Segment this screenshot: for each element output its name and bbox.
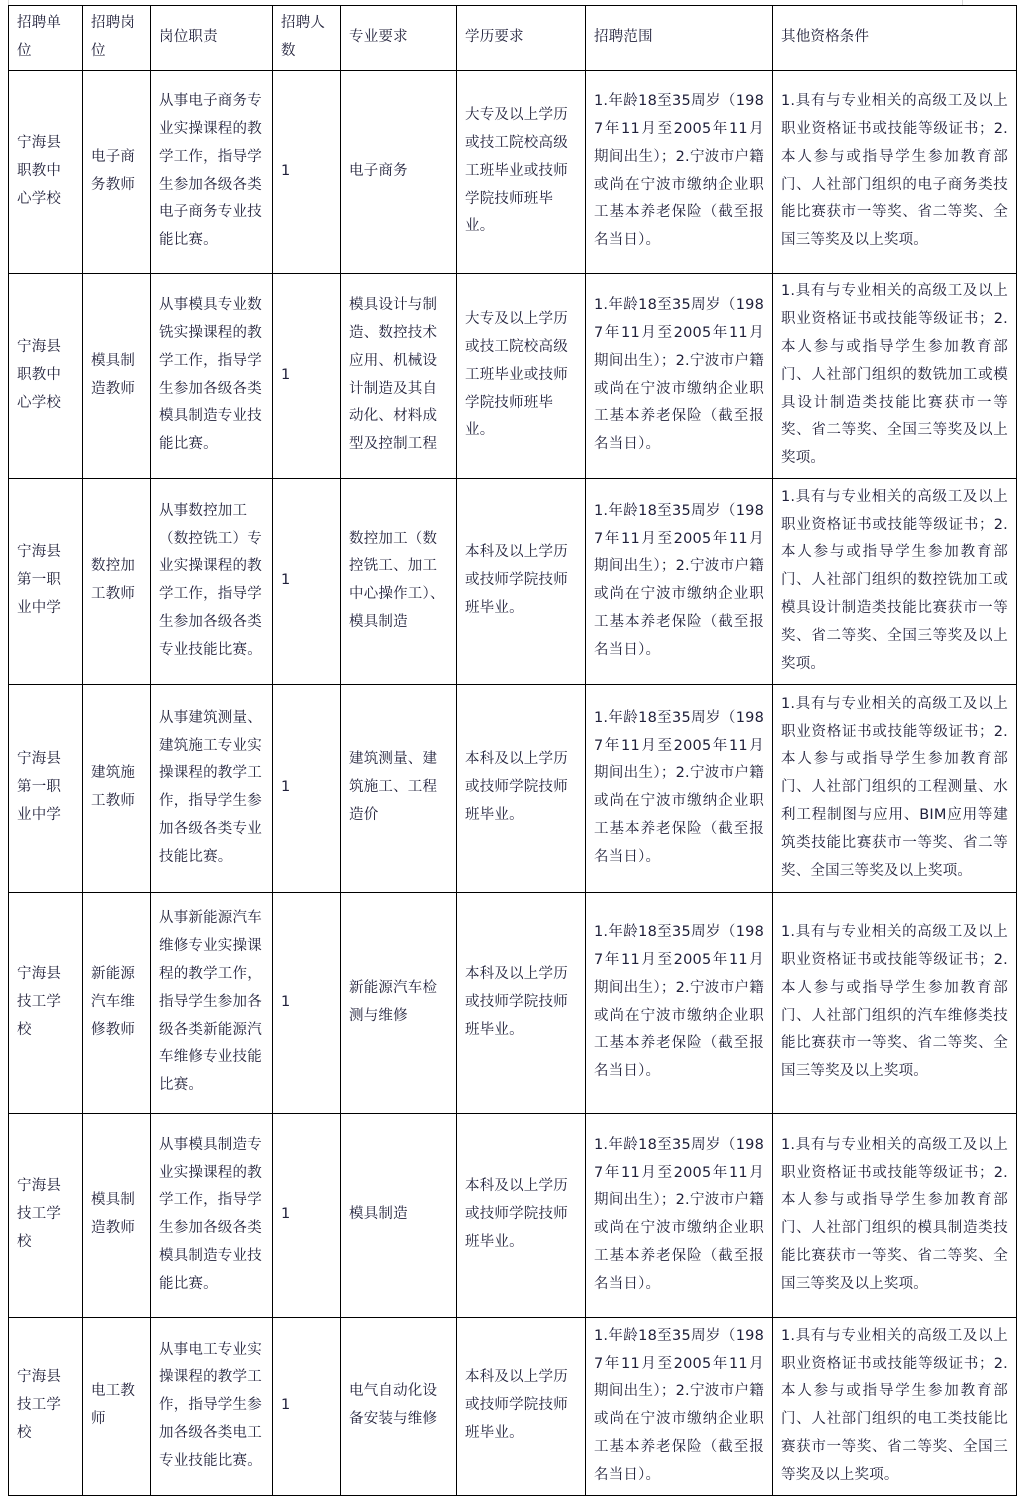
cell-duty-text: 从事模具制造专业实操课程的教学工作，指导学生参加各级各类模具制造专业技能比赛。 xyxy=(159,1136,262,1292)
column-header-count-label: 招聘人数 xyxy=(281,15,326,59)
cell-post-text: 电子商务教师 xyxy=(91,148,136,193)
cell-edu-text: 大专及以上学历或技工院校高级工班毕业或技师学院技师班毕业。 xyxy=(465,107,568,235)
column-header-unit xyxy=(9,6,83,71)
cell-duty xyxy=(151,273,273,478)
column-header-edu-label: 学历要求 xyxy=(465,28,524,45)
cell-other xyxy=(773,1317,1017,1495)
cell-unit-text: 宁海县职教中心学校 xyxy=(17,134,62,207)
cell-unit-text: 宁海县技工学校 xyxy=(17,965,62,1038)
table-row xyxy=(9,1317,1017,1495)
cell-edu-text: 本科及以上学历或技师学院技师班毕业。 xyxy=(465,544,568,617)
column-header-duty xyxy=(151,6,273,71)
cell-major xyxy=(341,70,457,273)
cell-other xyxy=(773,1113,1017,1317)
cell-unit xyxy=(9,478,83,684)
cell-count xyxy=(273,478,341,684)
cell-other-text: 1.具有与专业相关的高级工及以上职业资格证书或技能等级证书；2.本人参与或指导学生参加教育部门、人社部门组织的工程测量、水利工程制图与应用、BIM应用等建筑类技能比赛获市一等奖、省二等奖、全国三等奖及以上奖项。 xyxy=(781,695,1008,879)
cell-edu-text: 本科及以上学历或技师学院技师班毕业。 xyxy=(465,965,568,1038)
cell-unit xyxy=(9,684,83,892)
cell-post xyxy=(83,1113,151,1317)
cell-scope xyxy=(586,478,773,684)
cell-post xyxy=(83,273,151,478)
cell-count-text: 1 xyxy=(281,779,291,796)
cell-duty-text: 从事新能源汽车维修专业实操课程的教学工作，指导学生参加各级各类新能源汽车维修专业技能比赛。 xyxy=(159,910,262,1094)
cell-duty xyxy=(151,1113,273,1317)
cell-edu xyxy=(457,684,586,892)
cell-scope xyxy=(586,684,773,892)
cell-post xyxy=(83,1317,151,1495)
cell-count-text: 1 xyxy=(281,366,291,383)
cell-scope-text: 1.年龄18至35周岁（1987年11月至2005年11月期间出生）；2.宁波市户籍或尚在宁波市缴纳企业职工基本养老保险（截至报名当日）。 xyxy=(594,1136,764,1292)
recruitment-table xyxy=(8,5,1017,1496)
cell-major xyxy=(341,684,457,892)
cell-unit xyxy=(9,1113,83,1317)
table-header xyxy=(9,6,1017,71)
cell-scope xyxy=(586,1317,773,1495)
cell-post-text: 模具制造教师 xyxy=(91,1192,136,1237)
column-header-edu xyxy=(457,6,586,71)
cell-unit-text: 宁海县技工学校 xyxy=(17,1178,62,1251)
cell-edu xyxy=(457,892,586,1113)
cell-count-text: 1 xyxy=(281,1206,291,1223)
cell-scope-text: 1.年龄18至35周岁（1987年11月至2005年11月期间出生）；2.宁波市户籍或尚在宁波市缴纳企业职工基本养老保险（截至报名当日）。 xyxy=(594,297,764,453)
cell-other xyxy=(773,478,1017,684)
cell-major-text: 模具设计与制造、数控技术应用、机械设计制造及其自动化、材料成型及控制工程 xyxy=(349,297,438,453)
cell-duty xyxy=(151,1317,273,1495)
cell-major-text: 新能源汽车检测与维修 xyxy=(349,979,438,1024)
table-row xyxy=(9,892,1017,1113)
cell-post xyxy=(83,892,151,1113)
cell-count-text: 1 xyxy=(281,162,291,179)
cell-major-text: 电子商务 xyxy=(349,162,408,179)
cell-other-text: 1.具有与专业相关的高级工及以上职业资格证书或技能等级证书；2.本人参与或指导学生参加教育部门、人社部门组织的数铣加工或模具设计制造类技能比赛获市一等奖、省二等奖、全国三等奖及以上奖项。 xyxy=(781,283,1008,467)
cell-count-text: 1 xyxy=(281,1397,291,1414)
cell-major xyxy=(341,1113,457,1317)
cell-count xyxy=(273,70,341,273)
table-row xyxy=(9,70,1017,273)
cell-other-text: 1.具有与专业相关的高级工及以上职业资格证书或技能等级证书；2.本人参与或指导学生参加教育部门、人社部门组织的电子商务类技能比赛获市一等奖、省二等奖、全国三等奖及以上奖项。 xyxy=(781,93,1008,249)
cell-unit xyxy=(9,1317,83,1495)
column-header-duty-label: 岗位职责 xyxy=(159,28,218,45)
cell-unit xyxy=(9,273,83,478)
cell-edu xyxy=(457,478,586,684)
cell-count xyxy=(273,273,341,478)
cell-major xyxy=(341,273,457,478)
cell-scope-text: 1.年龄18至35周岁（1987年11月至2005年11月期间出生）；2.宁波市户籍或尚在宁波市缴纳企业职工基本养老保险（截至报名当日）。 xyxy=(594,1327,764,1483)
cell-major-text: 电气自动化设备安装与维修 xyxy=(349,1383,438,1428)
cell-duty-text: 从事电工专业实操课程的教学工作，指导学生参加各级各类电工专业技能比赛。 xyxy=(159,1341,262,1469)
cell-major-text: 数控加工（数控铣工、加工中心操作工）、模具制造 xyxy=(349,530,445,630)
cell-post-text: 建筑施工教师 xyxy=(91,765,136,810)
cell-post-text: 新能源汽车维修教师 xyxy=(91,965,136,1038)
cell-count xyxy=(273,1113,341,1317)
cell-unit xyxy=(9,892,83,1113)
cell-duty-text: 从事数控加工（数控铣工）专业实操课程的教学工作，指导学生参加各级各类专业技能比赛。 xyxy=(159,502,262,658)
cell-scope xyxy=(586,1113,773,1317)
header-row xyxy=(9,6,1017,71)
column-header-other-label: 其他资格条件 xyxy=(781,28,870,45)
cell-other-text: 1.具有与专业相关的高级工及以上职业资格证书或技能等级证书；2.本人参与或指导学生参加教育部门、人社部门组织的电工类技能比赛获市一等奖、省二等奖、全国三等奖及以上奖项。 xyxy=(781,1327,1008,1483)
column-header-other xyxy=(773,6,1017,71)
cell-major-text: 模具制造 xyxy=(349,1206,408,1223)
cell-other xyxy=(773,892,1017,1113)
cell-duty-text: 从事建筑测量、建筑施工专业实操课程的教学工作，指导学生参加各级各类专业技能比赛。 xyxy=(159,709,262,865)
cell-edu-text: 本科及以上学历或技师学院技师班毕业。 xyxy=(465,1178,568,1251)
cell-scope xyxy=(586,70,773,273)
column-header-post xyxy=(83,6,151,71)
cell-major xyxy=(341,892,457,1113)
cell-edu xyxy=(457,70,586,273)
cell-count-text: 1 xyxy=(281,572,291,589)
cell-scope-text: 1.年龄18至35周岁（1987年11月至2005年11月期间出生）；2.宁波市户籍或尚在宁波市缴纳企业职工基本养老保险（截至报名当日）。 xyxy=(594,709,764,865)
cell-edu-text: 本科及以上学历或技师学院技师班毕业。 xyxy=(465,1369,568,1442)
table-row xyxy=(9,1113,1017,1317)
cell-unit xyxy=(9,70,83,273)
cell-post-text: 数控加工教师 xyxy=(91,558,136,603)
cell-count xyxy=(273,892,341,1113)
cell-other-text: 1.具有与专业相关的高级工及以上职业资格证书或技能等级证书；2.本人参与或指导学生参加教育部门、人社部门组织的数控铣加工或模具设计制造类技能比赛获市一等奖、省二等奖、全国三等奖及以上奖项。 xyxy=(781,488,1008,672)
cell-edu xyxy=(457,273,586,478)
cell-scope-text: 1.年龄18至35周岁（1987年11月至2005年11月期间出生）；2.宁波市户籍或尚在宁波市缴纳企业职工基本养老保险（截至报名当日）。 xyxy=(594,924,764,1080)
cell-scope-text: 1.年龄18至35周岁（1987年11月至2005年11月期间出生）；2.宁波市户籍或尚在宁波市缴纳企业职工基本养老保险（截至报名当日）。 xyxy=(594,93,764,249)
cell-post-text: 电工教师 xyxy=(91,1383,136,1428)
cell-scope xyxy=(586,892,773,1113)
cell-unit-text: 宁海县第一职业中学 xyxy=(17,751,62,824)
cell-count xyxy=(273,1317,341,1495)
column-header-scope-label: 招聘范围 xyxy=(594,28,653,45)
cell-duty xyxy=(151,70,273,273)
cell-edu-text: 大专及以上学历或技工院校高级工班毕业或技师学院技师班毕业。 xyxy=(465,311,568,439)
cell-duty xyxy=(151,892,273,1113)
cell-other xyxy=(773,273,1017,478)
cell-post xyxy=(83,70,151,273)
cell-post xyxy=(83,478,151,684)
cell-post-text: 模具制造教师 xyxy=(91,352,136,397)
cell-edu-text: 本科及以上学历或技师学院技师班毕业。 xyxy=(465,751,568,824)
cell-major xyxy=(341,478,457,684)
cell-major xyxy=(341,1317,457,1495)
cell-other-text: 1.具有与专业相关的高级工及以上职业资格证书或技能等级证书；2.本人参与或指导学生参加教育部门、人社部门组织的模具制造类技能比赛获市一等奖、省二等奖、全国三等奖及以上奖项。 xyxy=(781,1136,1008,1292)
table-row xyxy=(9,273,1017,478)
column-header-major xyxy=(341,6,457,71)
column-header-unit-label: 招聘单位 xyxy=(17,15,62,59)
cell-post xyxy=(83,684,151,892)
cell-duty xyxy=(151,684,273,892)
table-body xyxy=(9,70,1017,1495)
table-row xyxy=(9,684,1017,892)
cell-other-text: 1.具有与专业相关的高级工及以上职业资格证书或技能等级证书；2.本人参与或指导学生参加教育部门、人社部门组织的汽车维修类技能比赛获市一等奖、省二等奖、全国三等奖及以上奖项。 xyxy=(781,924,1008,1080)
cell-scope-text: 1.年龄18至35周岁（1987年11月至2005年11月期间出生）；2.宁波市户籍或尚在宁波市缴纳企业职工基本养老保险（截至报名当日）。 xyxy=(594,502,764,658)
cell-duty-text: 从事电子商务专业实操课程的教学工作，指导学生参加各级各类电子商务专业技能比赛。 xyxy=(159,93,262,249)
cell-edu xyxy=(457,1113,586,1317)
cell-duty xyxy=(151,478,273,684)
cell-unit-text: 宁海县职教中心学校 xyxy=(17,338,62,411)
cell-unit-text: 宁海县第一职业中学 xyxy=(17,544,62,617)
cell-scope xyxy=(586,273,773,478)
column-header-post-label: 招聘岗位 xyxy=(91,15,136,59)
column-header-scope xyxy=(586,6,773,71)
cell-major-text: 建筑测量、建筑施工、工程造价 xyxy=(349,751,438,824)
cell-unit-text: 宁海县技工学校 xyxy=(17,1369,62,1442)
recruitment-table-container xyxy=(8,5,1016,1496)
column-header-major-label: 专业要求 xyxy=(349,28,408,45)
column-header-count xyxy=(273,6,341,71)
cell-other xyxy=(773,684,1017,892)
cell-count xyxy=(273,684,341,892)
table-row xyxy=(9,478,1017,684)
cell-duty-text: 从事模具专业数铣实操课程的教学工作，指导学生参加各级各类模具制造专业技能比赛。 xyxy=(159,297,262,453)
cell-other xyxy=(773,70,1017,273)
cell-edu xyxy=(457,1317,586,1495)
cell-count-text: 1 xyxy=(281,993,291,1010)
